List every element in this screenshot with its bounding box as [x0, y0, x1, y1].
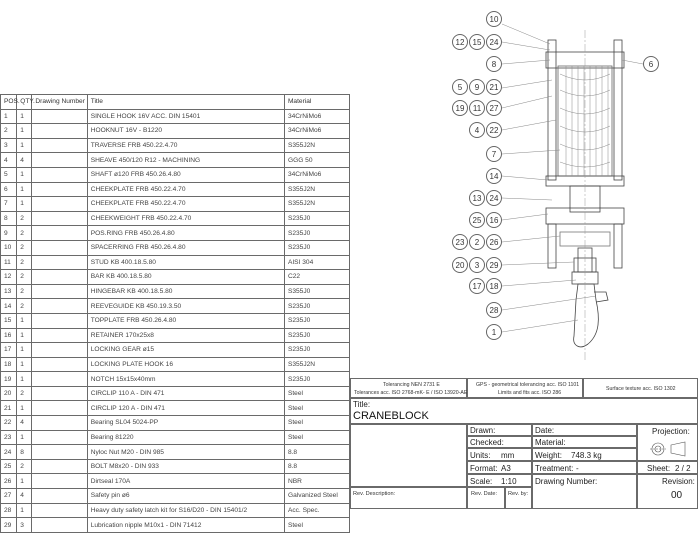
cell-title: TOPPLATE FRB 450.26.4.80: [87, 313, 284, 328]
cell-material: NBR: [284, 474, 349, 489]
balloon: 26: [486, 234, 502, 250]
tolerancing-standard: Tolerancing NEN 2731 E: [383, 382, 440, 388]
date-label: Date:: [535, 426, 555, 435]
cell-qty: 4: [17, 153, 32, 168]
sheet-cell: [637, 461, 698, 474]
cell-drawing-number: [32, 430, 87, 445]
balloon: 7: [486, 146, 502, 162]
cell-pos: 27: [1, 489, 17, 504]
title-label: Title:: [353, 400, 371, 409]
scale-value: 1:10: [501, 477, 517, 486]
material-label: Material:: [535, 438, 566, 447]
table-row: [1, 489, 350, 504]
table-row: [1, 401, 350, 416]
blank-cell: [350, 424, 467, 487]
balloon: 9: [469, 79, 485, 95]
table-row: [1, 299, 350, 314]
cell-title: HINGEBAR KB 400.18.5.80: [87, 284, 284, 299]
balloon: 29: [486, 257, 502, 273]
units-cell: [467, 448, 532, 461]
cell-pos: 2: [1, 124, 17, 139]
cell-pos: 25: [1, 459, 17, 474]
cell-material: S355J0: [284, 284, 349, 299]
cell-drawing-number: [32, 343, 87, 358]
balloon: 27: [486, 100, 502, 116]
cell-material: S235J0: [284, 211, 349, 226]
cell-title: CIRCLIP 120 A - DIN 471: [87, 401, 284, 416]
rev-by-label: Rev. by:: [508, 491, 529, 497]
cell-pos: 7: [1, 197, 17, 212]
weight-value: 748.3 kg: [571, 451, 602, 460]
scale-cell: [467, 474, 532, 487]
drawn-cell: [467, 424, 532, 436]
table-row: [1, 386, 350, 401]
table-row: [1, 226, 350, 241]
balloon: 24: [486, 190, 502, 206]
drawing-number-label: Drawing Number:: [535, 477, 598, 486]
cell-drawing-number: [32, 313, 87, 328]
date-cell: [532, 424, 637, 436]
balloon: 4: [469, 122, 485, 138]
cell-pos: 10: [1, 240, 17, 255]
treatment-label: Treatment:: [535, 464, 574, 473]
cell-title: POS.RING FRB 450.26.4.80: [87, 226, 284, 241]
cell-material: 34CrNiMo6: [284, 167, 349, 182]
rev-date-cell: [467, 487, 505, 509]
table-row: [1, 167, 350, 182]
cell-drawing-number: [32, 255, 87, 270]
table-row: [1, 416, 350, 431]
table-row: [1, 124, 350, 139]
cell-qty: 1: [17, 343, 32, 358]
cell-pos: 20: [1, 386, 17, 401]
balloon: 11: [469, 100, 485, 116]
cell-drawing-number: [32, 357, 87, 372]
surface-cell: [583, 378, 698, 398]
treatment-value: -: [576, 464, 579, 473]
cell-title: NOTCH 15x15x40mm: [87, 372, 284, 387]
balloon: 28: [486, 302, 502, 318]
format-label: Format:: [470, 464, 498, 473]
cell-title: HOOKNUT 16V - B1220: [87, 124, 284, 139]
drawing-title: CRANEBLOCK: [353, 410, 429, 422]
table-row: [1, 153, 350, 168]
table-row: [1, 255, 350, 270]
cell-material: 34CrNiMo6: [284, 124, 349, 139]
cell-pos: 15: [1, 313, 17, 328]
cell-material: Steel: [284, 416, 349, 431]
cell-material: S355J2N: [284, 182, 349, 197]
cell-material: C22: [284, 270, 349, 285]
revision-label: Revision:: [662, 477, 695, 486]
cell-drawing-number: [32, 211, 87, 226]
balloon: 22: [486, 122, 502, 138]
cell-qty: 4: [17, 416, 32, 431]
cell-material: GGG 50: [284, 153, 349, 168]
cell-drawing-number: [32, 518, 87, 533]
cell-pos: 29: [1, 518, 17, 533]
cell-drawing-number: [32, 182, 87, 197]
cell-qty: 1: [17, 313, 32, 328]
cell-title: Nyloc Nut M20 - DIN 985: [87, 445, 284, 460]
cell-pos: 4: [1, 153, 17, 168]
cell-qty: 4: [17, 489, 32, 504]
table-row: [1, 197, 350, 212]
cell-drawing-number: [32, 124, 87, 139]
cell-material: S355J2N: [284, 138, 349, 153]
cell-qty: 2: [17, 240, 32, 255]
cell-title: TRAVERSE FRB 450.22.4.70: [87, 138, 284, 153]
cell-pos: 14: [1, 299, 17, 314]
cell-title: Lubrication nipple M10x1 - DIN 71412: [87, 518, 284, 533]
parts-list: [0, 94, 350, 533]
table-row: [1, 343, 350, 358]
cell-qty: 2: [17, 459, 32, 474]
table-row: [1, 459, 350, 474]
cell-pos: 8: [1, 211, 17, 226]
cell-qty: 1: [17, 474, 32, 489]
cell-drawing-number: [32, 109, 87, 124]
cell-pos: 18: [1, 357, 17, 372]
cell-material: S235J0: [284, 240, 349, 255]
cell-title: CHEEKWEIGHT FRB 450.22.4.70: [87, 211, 284, 226]
balloon: 24: [486, 34, 502, 50]
cell-title: CHEEKPLATE FRB 450.22.4.70: [87, 182, 284, 197]
balloon: 18: [486, 278, 502, 294]
treatment-cell: [532, 461, 637, 474]
balloon: 21: [486, 79, 502, 95]
cell-qty: 2: [17, 270, 32, 285]
cell-title: Heavy duty safety latch kit for S16/D20 - DIN 15401/2: [87, 503, 284, 518]
table-row: [1, 211, 350, 226]
balloon: 25: [469, 212, 485, 228]
header-qty: QTY.: [17, 95, 32, 110]
cell-title: Bearing 81220: [87, 430, 284, 445]
cell-material: S235J0: [284, 226, 349, 241]
cell-drawing-number: [32, 328, 87, 343]
cell-material: S235J0: [284, 299, 349, 314]
projection-label: Projection:: [652, 427, 690, 436]
title-cell: [350, 398, 698, 424]
cell-pos: 9: [1, 226, 17, 241]
cell-title: SINGLE HOOK 16V ACC. DIN 15401: [87, 109, 284, 124]
header-material: Material: [284, 95, 349, 110]
rev-description-cell: [350, 487, 467, 509]
format-cell: [467, 461, 532, 474]
cell-qty: 8: [17, 445, 32, 460]
cell-material: Galvanized Steel: [284, 489, 349, 504]
revision-cell: [637, 474, 698, 509]
table-row: [1, 182, 350, 197]
cell-title: SHAFT ø120 FRB 450.26.4.80: [87, 167, 284, 182]
balloon: 1: [486, 324, 502, 340]
balloon: 16: [486, 212, 502, 228]
drawn-label: Drawn:: [470, 426, 496, 435]
cell-title: SHEAVE 450/120 R12 - MACHINING: [87, 153, 284, 168]
cell-material: AISI 304: [284, 255, 349, 270]
balloon: 12: [452, 34, 468, 50]
balloon: 19: [452, 100, 468, 116]
cell-pos: 16: [1, 328, 17, 343]
balloon: 14: [486, 168, 502, 184]
parts-list-header: [1, 95, 350, 110]
cell-qty: 2: [17, 284, 32, 299]
gps-standard: GPS - geometrical tolerancing acc. ISO 1101: [476, 382, 580, 388]
cell-title: SPACERRING FRB 450.26.4.80: [87, 240, 284, 255]
balloon: 5: [452, 79, 468, 95]
drawing-number-cell: [532, 474, 637, 509]
cell-drawing-number: [32, 459, 87, 474]
cell-title: REEVEGUIDE KB 450.19.3.50: [87, 299, 284, 314]
cell-title: RETAINER 170x25x8: [87, 328, 284, 343]
cell-drawing-number: [32, 153, 87, 168]
cell-title: LOCKING GEAR ø15: [87, 343, 284, 358]
cell-drawing-number: [32, 284, 87, 299]
cell-pos: 5: [1, 167, 17, 182]
cell-material: 34CrNiMo6: [284, 109, 349, 124]
cell-title: Dirtseal 170A: [87, 474, 284, 489]
balloon: 15: [469, 34, 485, 50]
title-block: [350, 378, 698, 509]
cell-qty: 2: [17, 255, 32, 270]
balloon: 8: [486, 56, 502, 72]
table-row: [1, 518, 350, 533]
cell-pos: 19: [1, 372, 17, 387]
cell-qty: 1: [17, 138, 32, 153]
cell-drawing-number: [32, 299, 87, 314]
cell-qty: 1: [17, 328, 32, 343]
weight-label: Weight:: [535, 451, 562, 460]
gps-cell: [467, 378, 583, 398]
cell-drawing-number: [32, 138, 87, 153]
cell-qty: 1: [17, 197, 32, 212]
cell-pos: 1: [1, 109, 17, 124]
cell-drawing-number: [32, 270, 87, 285]
cell-title: CIRCLIP 110 A - DIN 471: [87, 386, 284, 401]
cell-pos: 28: [1, 503, 17, 518]
scale-label: Scale:: [470, 477, 493, 486]
weight-cell: [532, 448, 637, 461]
format-value: A3: [501, 464, 511, 473]
table-row: [1, 503, 350, 518]
checked-label: Checked:: [470, 438, 504, 447]
cell-title: CHEEKPLATE FRB 450.22.4.70: [87, 197, 284, 212]
cell-pos: 24: [1, 445, 17, 460]
cell-material: S235J0: [284, 372, 349, 387]
cell-drawing-number: [32, 372, 87, 387]
cell-material: 8.8: [284, 459, 349, 474]
table-row: [1, 445, 350, 460]
table-row: [1, 328, 350, 343]
projection-cell: [637, 424, 698, 461]
rev-date-label: Rev. Date:: [471, 491, 498, 497]
cell-qty: 1: [17, 401, 32, 416]
cell-pos: 22: [1, 416, 17, 431]
cell-drawing-number: [32, 240, 87, 255]
balloon: 3: [469, 257, 485, 273]
cell-pos: 17: [1, 343, 17, 358]
cell-drawing-number: [32, 386, 87, 401]
cell-title: LOCKING PLATE HOOK 16: [87, 357, 284, 372]
cell-qty: 1: [17, 357, 32, 372]
cell-drawing-number: [32, 197, 87, 212]
cell-material: S235J0: [284, 328, 349, 343]
cell-title: STUD KB 400.18.5.80: [87, 255, 284, 270]
cell-pos: 23: [1, 430, 17, 445]
table-row: [1, 474, 350, 489]
cell-material: Steel: [284, 401, 349, 416]
header-drawing-number: Drawing Number: [32, 95, 87, 110]
sheet-value: 2 / 2: [675, 464, 691, 473]
cell-qty: 2: [17, 226, 32, 241]
cell-material: Steel: [284, 430, 349, 445]
surface-standard: Surface texture acc. ISO 1302: [606, 386, 676, 392]
table-row: [1, 357, 350, 372]
cell-drawing-number: [32, 167, 87, 182]
cell-title: BOLT M8x20 - DIN 933: [87, 459, 284, 474]
units-value: mm: [501, 451, 515, 460]
cell-material: 8.8: [284, 445, 349, 460]
cell-qty: 1: [17, 372, 32, 387]
cell-drawing-number: [32, 503, 87, 518]
table-row: [1, 270, 350, 285]
table-row: [1, 313, 350, 328]
cell-drawing-number: [32, 226, 87, 241]
fits-standard: Limits and fits acc. ISO 286: [498, 390, 562, 396]
material-cell: [532, 436, 637, 448]
cell-drawing-number: [32, 416, 87, 431]
cell-qty: 2: [17, 211, 32, 226]
cell-material: S235J0: [284, 343, 349, 358]
units-label: Units:: [470, 451, 491, 460]
cell-drawing-number: [32, 474, 87, 489]
balloon: 2: [469, 234, 485, 250]
checked-cell: [467, 436, 532, 448]
cell-qty: 1: [17, 167, 32, 182]
balloon: 23: [452, 234, 468, 250]
sheet-label: Sheet:: [647, 464, 671, 473]
revision-value: 00: [671, 490, 683, 501]
cell-material: Steel: [284, 386, 349, 401]
cell-qty: 1: [17, 503, 32, 518]
table-row: [1, 372, 350, 387]
table-row: [1, 138, 350, 153]
balloon: 13: [469, 190, 485, 206]
cell-qty: 3: [17, 518, 32, 533]
cell-material: S355J2N: [284, 197, 349, 212]
cell-pos: 26: [1, 474, 17, 489]
cell-material: Acc. Spec.: [284, 503, 349, 518]
cell-drawing-number: [32, 489, 87, 504]
table-row: [1, 284, 350, 299]
cell-title: Bearing SL04 5024-PP: [87, 416, 284, 431]
tolerancing-cell: [350, 378, 467, 398]
rev-description-label: Rev. Description:: [353, 491, 396, 497]
table-row: [1, 109, 350, 124]
rev-by-cell: [505, 487, 532, 509]
cell-drawing-number: [32, 445, 87, 460]
cell-pos: 6: [1, 182, 17, 197]
header-title: Title: [87, 95, 284, 110]
cell-pos: 11: [1, 255, 17, 270]
cell-qty: 2: [17, 386, 32, 401]
projection-symbol-icon: [648, 439, 688, 459]
cell-pos: 13: [1, 284, 17, 299]
cell-title: BAR KB 400.18.5.80: [87, 270, 284, 285]
balloon: 10: [486, 11, 502, 27]
cell-qty: 2: [17, 299, 32, 314]
balloon: 6: [643, 56, 659, 72]
table-row: [1, 430, 350, 445]
cell-drawing-number: [32, 401, 87, 416]
cell-pos: 21: [1, 401, 17, 416]
cell-material: S355J2N: [284, 357, 349, 372]
balloon: 17: [469, 278, 485, 294]
cell-qty: 1: [17, 124, 32, 139]
cell-pos: 12: [1, 270, 17, 285]
table-row: [1, 240, 350, 255]
header-pos: POS.: [1, 95, 17, 110]
tolerances-standard: Tolerances acc. ISO 2768-mK- E / ISO 13920-AE: [354, 390, 468, 396]
balloon: 20: [452, 257, 468, 273]
cell-material: Steel: [284, 518, 349, 533]
cell-title: Safety pin ø6: [87, 489, 284, 504]
cell-qty: 1: [17, 430, 32, 445]
cell-qty: 1: [17, 182, 32, 197]
cell-qty: 1: [17, 109, 32, 124]
cell-material: S235J0: [284, 313, 349, 328]
cell-pos: 3: [1, 138, 17, 153]
